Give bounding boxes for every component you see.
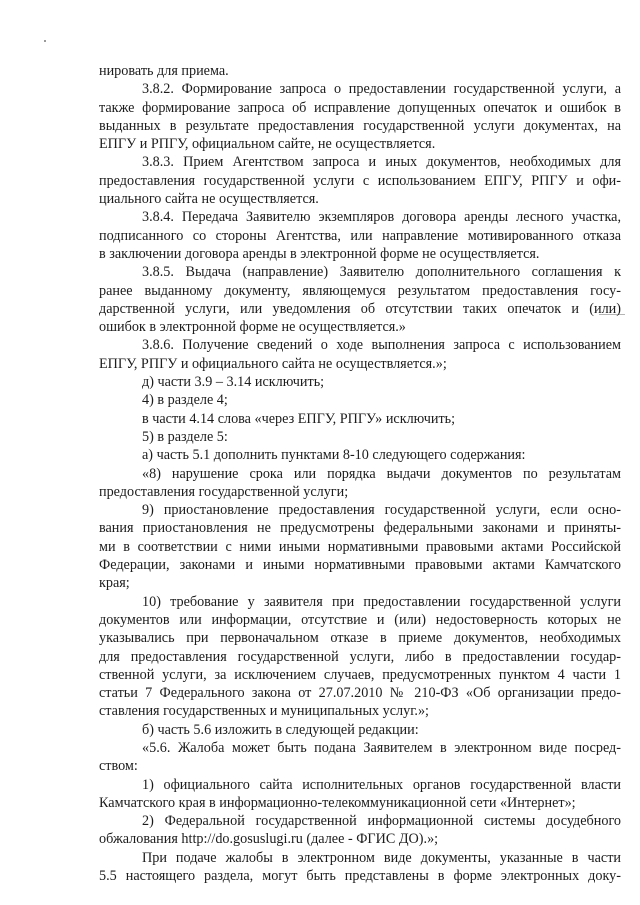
document-line: ством: bbox=[99, 758, 138, 775]
document-line: 3.8.5. Выдача (направление) Заявителю дополнительного соглашения к bbox=[142, 264, 621, 281]
document-line: циального сайта не осуществляется. bbox=[99, 191, 319, 208]
document-line: статьи 7 Федерального закона от 27.07.2010 № 210-ФЗ «Об организации предо- bbox=[99, 685, 621, 702]
document-line: 3.8.3. Прием Агентством запроса и иных документов, необходимых для bbox=[142, 154, 621, 171]
document-line: ственной услуги, за исключением случаев, предусмотренных пунктом 4 части 1 bbox=[99, 666, 621, 683]
document-line: 3.8.4. Передача Заявителю экземпляров договора аренды лесного участка, bbox=[142, 209, 621, 226]
document-line: ранее выданному документу, являющемуся результатом предоставления госу- bbox=[99, 282, 621, 299]
document-line: дарственной услуги, или уведомления об отсутствии таких опечаток и (или) bbox=[99, 300, 621, 317]
document-line: 2) Федеральной государственной информационной системы досудебного bbox=[142, 813, 621, 830]
document-line: «8) нарушение срока или порядка выдачи документов по результатам bbox=[142, 465, 621, 482]
document-line: подписанного со стороны Агентства, или направление мотивированного отказа bbox=[99, 227, 621, 244]
document-line: 5) в разделе 5: bbox=[142, 428, 228, 445]
document-line: Федерации, законами и иными нормативными правовыми актами Камчатского bbox=[99, 557, 621, 574]
document-body bbox=[99, 62, 621, 885]
document-line: ЕПГУ и РПГУ, официальном сайте, не осуществляется. bbox=[99, 136, 436, 153]
document-line: 10) требование у заявителя при предоставлении государственной услуги bbox=[142, 593, 621, 610]
document-line: вания приостановления не предусмотрены федеральными законами и приняты- bbox=[99, 520, 621, 537]
scan-speck bbox=[44, 40, 46, 42]
document-line: б) часть 5.6 изложить в следующей редакции: bbox=[142, 721, 419, 738]
document-line: 3.8.6. Получение сведений о ходе выполнения запроса с использованием bbox=[142, 337, 621, 354]
document-line: ми в соответствии с ними иными нормативными правовыми актами Российской bbox=[99, 538, 621, 555]
document-line: документов или информации, отсутствие и (или) недостоверность которых не bbox=[99, 611, 621, 628]
document-line: «5.6. Жалоба может быть подана Заявителем в электронном виде посред- bbox=[142, 739, 621, 756]
document-line: края; bbox=[99, 575, 130, 592]
document-line: При подаче жалобы в электронном виде документы, указанные в части bbox=[142, 849, 621, 866]
document-line: для предоставления государственной услуги, либо в предоставлении государ- bbox=[99, 648, 621, 665]
document-line: указывались при первоначальном отказе в приеме документов, необходимых bbox=[99, 630, 621, 647]
document-line: предоставления государственной услуги с использованием ЕПГУ, РПГУ и офи- bbox=[99, 172, 621, 189]
document-line: предоставления государственной услуги; bbox=[99, 483, 349, 500]
document-line: 9) приостановление предоставления государственной услуги, если осно- bbox=[142, 502, 621, 519]
document-line: 3.8.2. Формирование запроса о предоставлении государственной услуги, а bbox=[142, 81, 621, 98]
document-line: ставления государственных и муниципальных услуг.»; bbox=[99, 703, 429, 720]
document-line: в заключении договора аренды в электронной форме не осуществляется. bbox=[99, 245, 540, 262]
document-line: в части 4.14 слова «через ЕПГУ, РПГУ» исключить; bbox=[142, 410, 456, 427]
document-line: 1) официального сайта исполнительных органов государственной власти bbox=[142, 776, 621, 793]
document-line: также формирование запроса об исправление допущенных опечаток и ошибок в bbox=[99, 99, 621, 116]
document-line: обжалования http://do.gosuslugi.ru (далее - ФГИС ДО).»; bbox=[99, 831, 439, 848]
document-line: Камчатского края в информационно-телекоммуникационной сети «Интернет»; bbox=[99, 794, 576, 811]
document-line: ошибок в электронной форме не осуществляется.» bbox=[99, 319, 406, 336]
document-line: д) части 3.9 – 3.14 исключить; bbox=[142, 374, 325, 391]
document-line: нировать для приема. bbox=[99, 63, 229, 79]
document-line: выданных в результате предоставления государственной услуги документах, на bbox=[99, 117, 621, 134]
document-line: а) часть 5.1 дополнить пунктами 8-10 следующего содержания: bbox=[142, 447, 526, 464]
document-line: ЕПГУ, РПГУ и официального сайта не осуществляется.»; bbox=[99, 355, 447, 372]
document-line: 5.5 настоящего раздела, могут быть представлены в форме электронных доку- bbox=[99, 868, 621, 885]
document-line: 4) в разделе 4; bbox=[142, 392, 228, 409]
